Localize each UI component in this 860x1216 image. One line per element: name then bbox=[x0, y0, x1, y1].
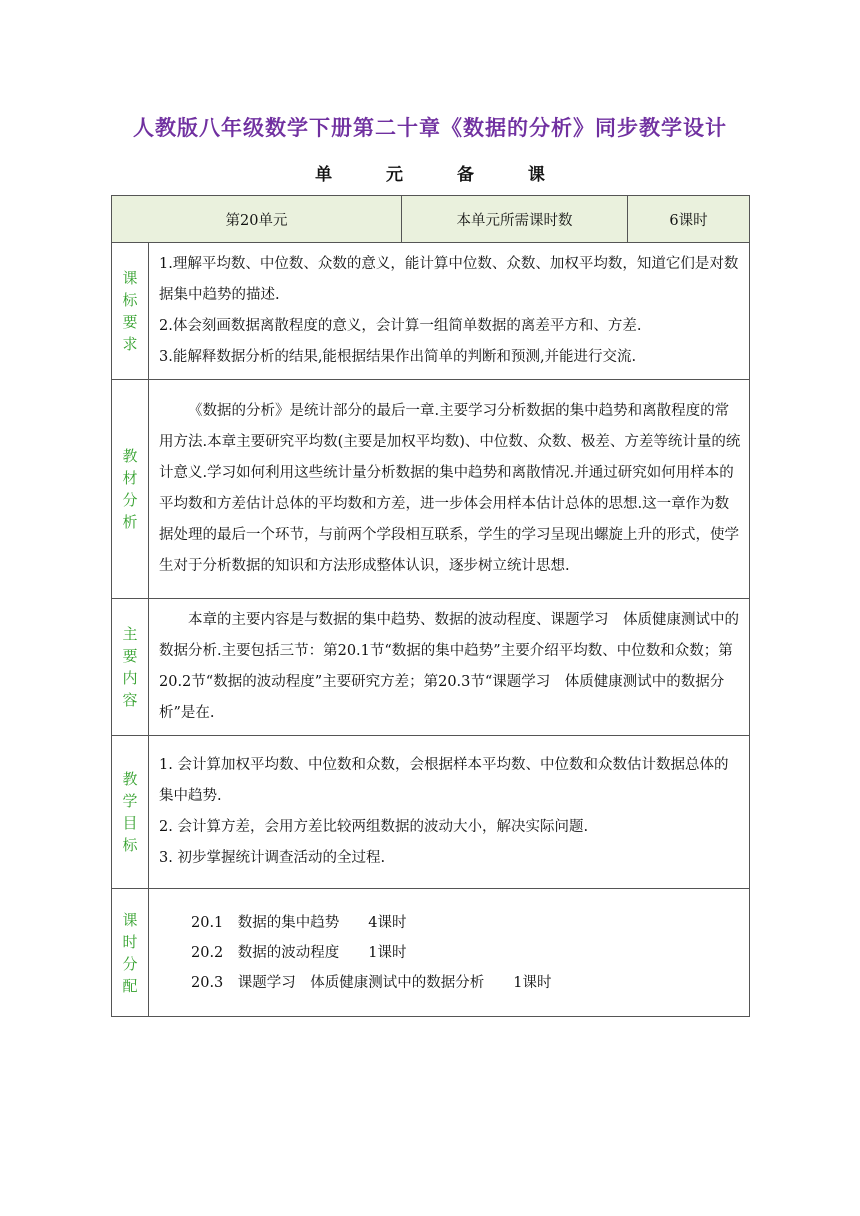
standards-line: 3.能解释数据分析的结果,能根据结果作出简单的判断和预测,并能进行交流. bbox=[159, 349, 637, 365]
schedule-row bbox=[112, 889, 750, 1017]
hours-label-cell: 本单元所需课时数 bbox=[402, 196, 628, 243]
analysis-label: 教材分析 bbox=[112, 380, 149, 599]
header-row bbox=[112, 196, 750, 243]
content-row bbox=[112, 599, 750, 736]
standards-row bbox=[112, 243, 750, 380]
document-subtitle: 单 元 备 课 bbox=[315, 165, 569, 185]
analysis-row bbox=[112, 380, 750, 599]
unit-plan-table bbox=[111, 195, 750, 1017]
goals-line: 2. 会计算方差，会用方差比较两组数据的波动大小，解决实际问题. bbox=[159, 819, 589, 835]
analysis-text: 《数据的分析》是统计部分的最后一章.主要学习分析数据的集中趋势和离散程度的常用方法.本章主要研究平均数(主要是加权平均数)、中位数、众数、极差、方差等统计量的统计意义.学习如何利用这些统计量分析数据的集中趋势和离散情况.并通过研究如何用样本的平均数和方差估计总体的平均数和方差，进一步体会用样本估计总体的思想.这一章作为数据处理的最后一个环节，与前两个学段相互联系，学生的学习呈现出螺旋上升的形式，使学生对于分析数据的知识和方法形成整体认识，逐步树立统计思想. bbox=[159, 403, 741, 574]
standards-line: 2.体会刻画数据离散程度的意义，会计算一组简单数据的离差平方和、方差. bbox=[159, 318, 642, 334]
goals-line: 1. 会计算加权平均数、中位数和众数，会根据样本平均数、中位数和众数估计数据总体的集中趋势. bbox=[159, 757, 729, 804]
document-title: 人教版八年级数学下册第二十章《数据的分析》同步教学设计 bbox=[133, 115, 727, 140]
schedule-line: 20.3 课题学习 体质健康测试中的数据分析 1课时 bbox=[191, 974, 552, 991]
content-label: 主要内容 bbox=[112, 599, 149, 736]
goals-label: 教学目标 bbox=[112, 736, 149, 889]
schedule-label: 课时分配 bbox=[112, 889, 149, 1017]
content-text: 本章的主要内容是与数据的集中趋势、数据的波动程度、课题学习 体质健康测试中的数据分析.主要包括三节：第20.1节“数据的集中趋势”主要介绍平均数、中位数和众数；第20.2节“数据的波动程度”主要研究方差；第20.3节“课题学习 体质健康测试中的数据分析”是在. bbox=[159, 612, 739, 721]
schedule-line: 20.1 数据的集中趋势 4课时 bbox=[191, 914, 407, 931]
goals-row bbox=[112, 736, 750, 889]
goals-content bbox=[149, 736, 750, 889]
schedule-content bbox=[149, 889, 750, 1017]
goals-line: 3. 初步掌握统计调查活动的全过程. bbox=[159, 850, 386, 866]
standards-line: 1.理解平均数、中位数、众数的意义，能计算中位数、众数、加权平均数，知道它们是对数据集中趋势的描述. bbox=[159, 256, 739, 303]
hours-value-cell: 6课时 bbox=[628, 196, 750, 243]
schedule-line: 20.2 数据的波动程度 1课时 bbox=[191, 944, 407, 961]
standards-label: 课标要求 bbox=[112, 243, 149, 380]
unit-cell: 第20单元 bbox=[112, 196, 402, 243]
content-content bbox=[149, 599, 750, 736]
analysis-content bbox=[149, 380, 750, 599]
standards-content bbox=[149, 243, 750, 380]
